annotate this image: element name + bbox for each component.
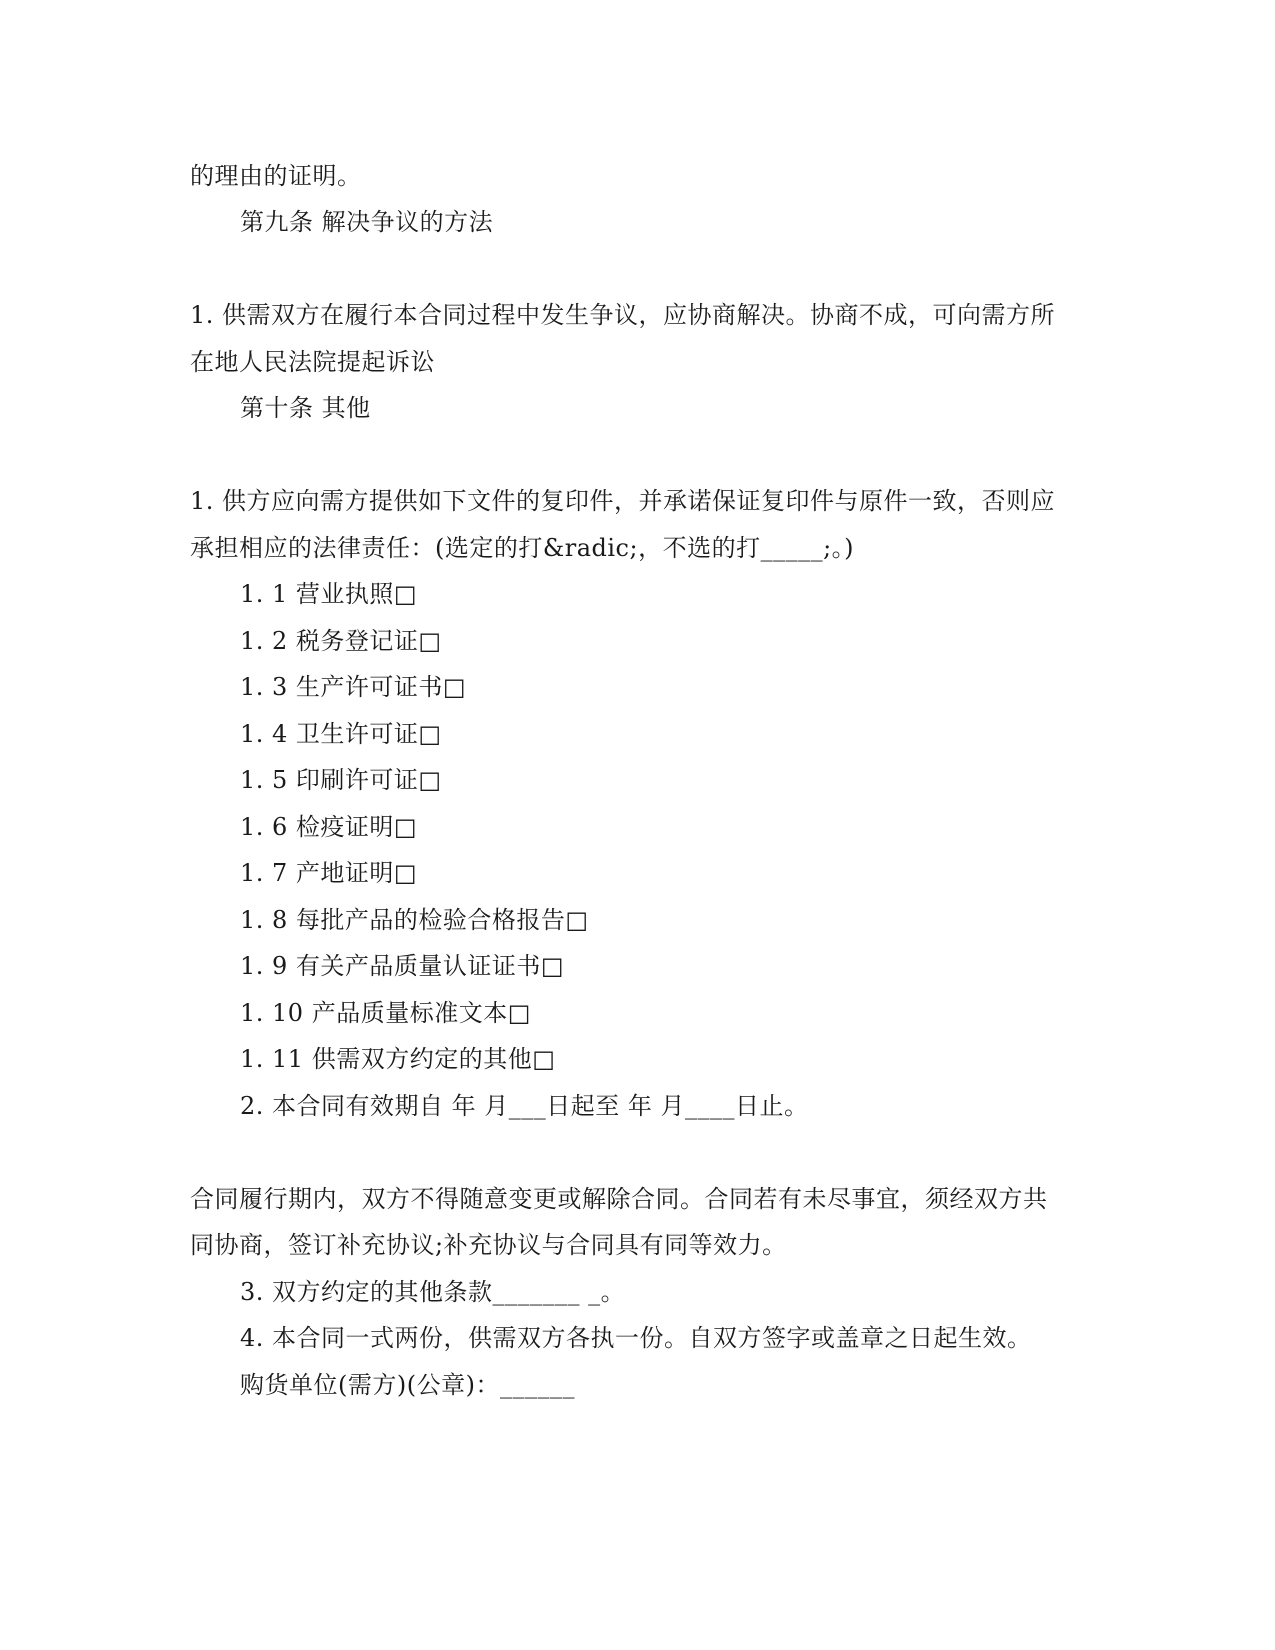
- list-item-tax-registration: 1. 2 税务登记证□: [240, 627, 442, 655]
- list-item-quality-standard: 1. 10 产品质量标准文本□: [240, 999, 531, 1027]
- text-line-other-terms: 3. 双方约定的其他条款_______ _。: [240, 1278, 626, 1306]
- text-line-buyer-seal: 购货单位(需方)(公章)：______: [240, 1371, 575, 1399]
- list-item-inspection-report: 1. 8 每批产品的检验合格报告□: [240, 906, 589, 934]
- list-item-business-license: 1. 1 营业执照□: [240, 580, 418, 608]
- list-item-quarantine-cert: 1. 6 检疫证明□: [240, 813, 418, 841]
- text-line-dispute-2: 在地人民法院提起诉讼: [190, 348, 435, 376]
- article-10-heading: 第十条 其他: [240, 394, 371, 422]
- text-line-validity-period: 2. 本合同有效期自 年 月___日起至 年 月____日止。: [240, 1092, 809, 1120]
- list-item-quality-cert: 1. 9 有关产品质量认证证书□: [240, 952, 565, 980]
- list-item-health-permit: 1. 4 卫生许可证□: [240, 720, 442, 748]
- list-item-printing-permit: 1. 5 印刷许可证□: [240, 766, 442, 794]
- text-line-documents-2: 承担相应的法律责任：(选定的打&radic;，不选的打_____;。): [190, 534, 855, 562]
- list-item-other-agreed: 1. 11 供需双方约定的其他□: [240, 1045, 556, 1073]
- text-line-documents-1: 1. 供方应向需方提供如下文件的复印件，并承诺保证复印件与原件一致，否则应: [190, 487, 1056, 515]
- article-9-heading: 第九条 解决争议的方法: [240, 208, 494, 236]
- text-line-no-changes-1: 合同履行期内，双方不得随意变更或解除合同。合同若有未尽事宜，须经双方共: [190, 1185, 1048, 1213]
- text-line-copies: 4. 本合同一式两份，供需双方各执一份。自双方签字或盖章之日起生效。: [240, 1324, 1032, 1352]
- list-item-origin-cert: 1. 7 产地证明□: [240, 859, 418, 887]
- list-item-production-permit: 1. 3 生产许可证书□: [240, 673, 467, 701]
- text-line-dispute-1: 1. 供需双方在履行本合同过程中发生争议，应协商解决。协商不成，可向需方所: [190, 301, 1056, 329]
- text-line-reason-proof: 的理由的证明。: [190, 162, 362, 190]
- text-line-no-changes-2: 同协商，签订补充协议;补充协议与合同具有同等效力。: [190, 1231, 787, 1259]
